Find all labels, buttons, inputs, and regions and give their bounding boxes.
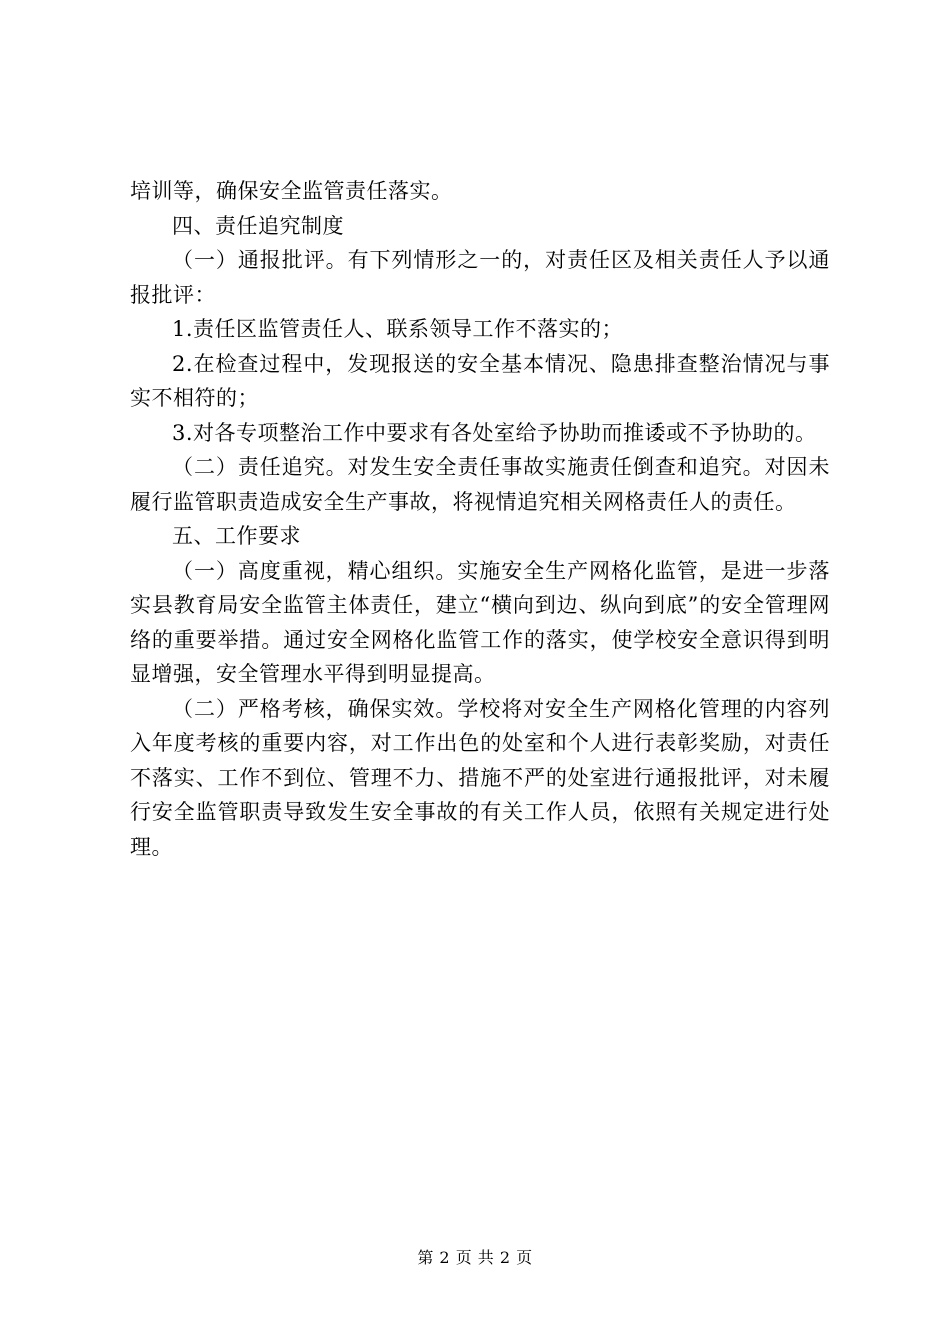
list-item-2: 2.在检查过程中，发现报送的安全基本情况、隐患排查整治情况与事实不相符的； (130, 351, 830, 410)
paragraph-assessment: （二）严格考核，确保实效。学校将对安全生产网格化管理的内容列入年度考核的重要内容，对工作出色的处室和个人进行表彰奖励，对责任不落实、工作不到位、管理不力、措施不严的处室进行通报批评，对未履行安全监管职责导致发生安全事故的有关工作人员，依照有关规定进行处理。 (130, 696, 830, 859)
document-body (130, 174, 830, 864)
page-footer: 第 2 页 共 2 页 (417, 1248, 533, 1267)
section-heading-accountability: 四、责任追究制度 (172, 213, 344, 238)
section-heading-work-requirements: 五、工作要求 (172, 524, 301, 548)
paragraph-continuation: 培训等，确保安全监管责任落实。 (130, 179, 453, 203)
list-item-3: 3.对各专项整治工作中要求有各处室给予协助而推诿或不予协助的。 (172, 420, 817, 445)
paragraph-responsibility-investigation: （二）责任追究。对发生安全责任事故实施责任倒查和追究。对因未履行监管职责造成安全生产事故，将视情追究相关网格责任人的责任。 (130, 455, 830, 514)
paragraph-notice-criticism: （一）通报批评。有下列情形之一的，对责任区及相关责任人予以通报批评： (130, 248, 830, 307)
paragraph-attention-organization: （一）高度重视，精心组织。实施安全生产网格化监管，是进一步落实县教育局安全监管主体责任，建立“横向到边、纵向到底”的安全管理网络的重要举措。通过安全网格化监管工作的落实，使学校安全意识得到明显增强，安全管理水平得到明显提高。 (130, 558, 830, 686)
list-item-1: 1.责任区监管责任人、联系领导工作不落实的； (172, 317, 624, 341)
